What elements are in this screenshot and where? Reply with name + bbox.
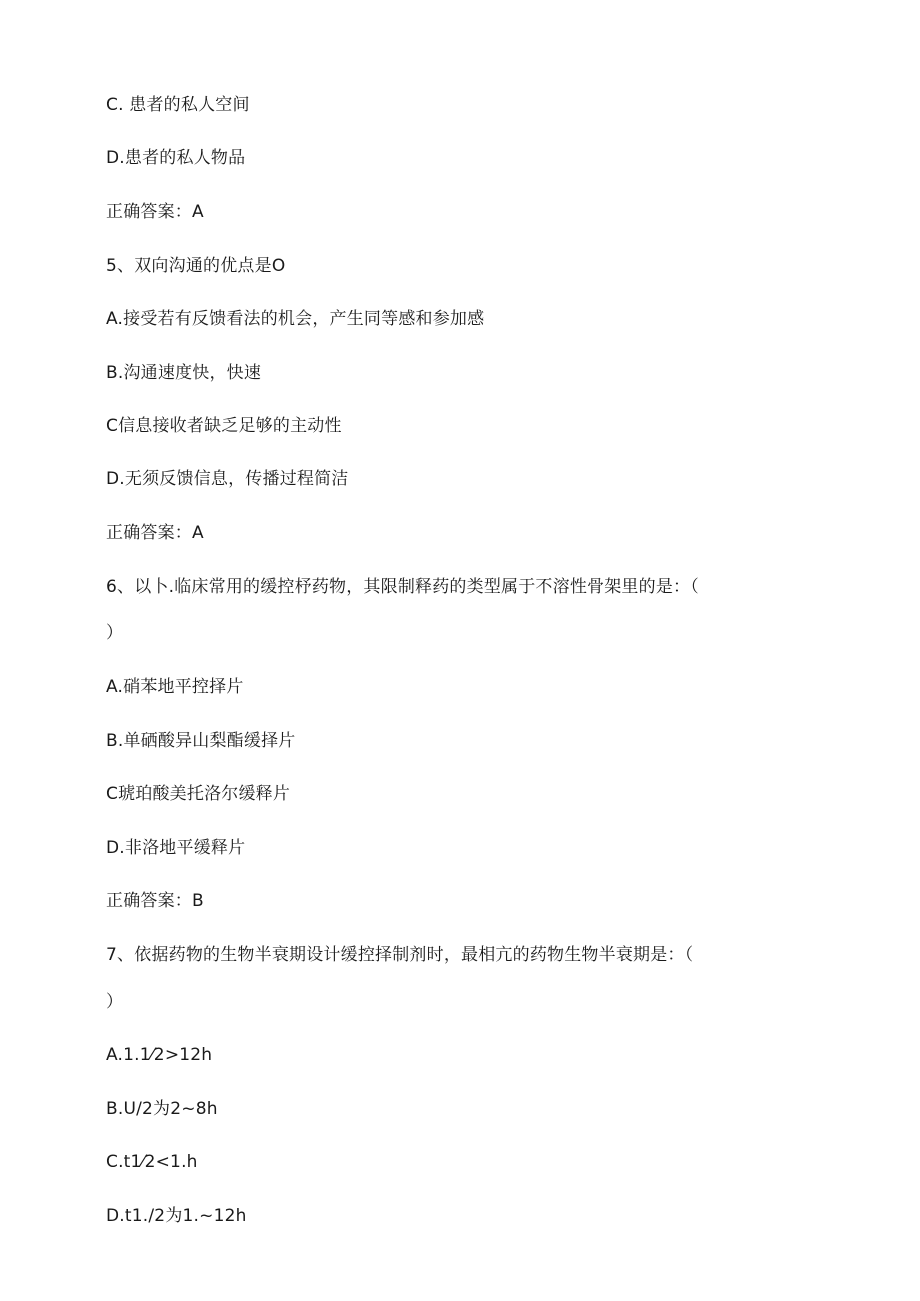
question-6: 6、以卜.临床常用的缓控杼药物，其限制释药的类型属于不溶性骨架里的是：（ — [106, 577, 699, 597]
option-a-q7: A.1.1⁄2>12h — [106, 1045, 213, 1065]
answer-q6: 正确答案：B — [106, 891, 204, 911]
option-c-q5: C信息接收者缺乏足够的主动性 — [106, 416, 342, 436]
option-d-q6: D.非洛地平缓释片 — [106, 838, 246, 858]
question-6-cont: ） — [106, 623, 124, 643]
option-b-q6: B.单硒酸异山梨酯缓择片 — [106, 731, 296, 751]
question-5: 5、双向沟通的优点是O — [106, 256, 286, 276]
option-a-q5: A.接受若有反馈看法的机会，产生同等感和参加感 — [106, 309, 485, 329]
option-d-q7: D.t1./2为1.~12h — [106, 1206, 247, 1226]
question-7: 7、依据药物的生物半衰期设计缓控择制剂时，最相亢的药物生物半衰期是：（ — [106, 945, 694, 965]
answer-q4: 正确答案：A — [106, 202, 204, 222]
option-c-q4: C. 患者的私人空间 — [106, 95, 250, 115]
answer-q5: 正确答案：A — [106, 523, 204, 543]
option-d-q4: D.患者的私人物品 — [106, 148, 246, 168]
option-d-q5: D.无须反馈信息，传播过程简洁 — [106, 469, 349, 489]
option-a-q6: A.硝苯地平控择片 — [106, 677, 244, 697]
question-7-cont: ） — [106, 992, 124, 1012]
option-c-q6: C琥珀酸美托洛尔缓释片 — [106, 784, 291, 804]
option-b-q5: B.沟通速度快，快速 — [106, 363, 262, 383]
option-b-q7: B.U/2为2~8h — [106, 1099, 218, 1119]
option-c-q7: C.t1⁄2<1.h — [106, 1152, 198, 1172]
